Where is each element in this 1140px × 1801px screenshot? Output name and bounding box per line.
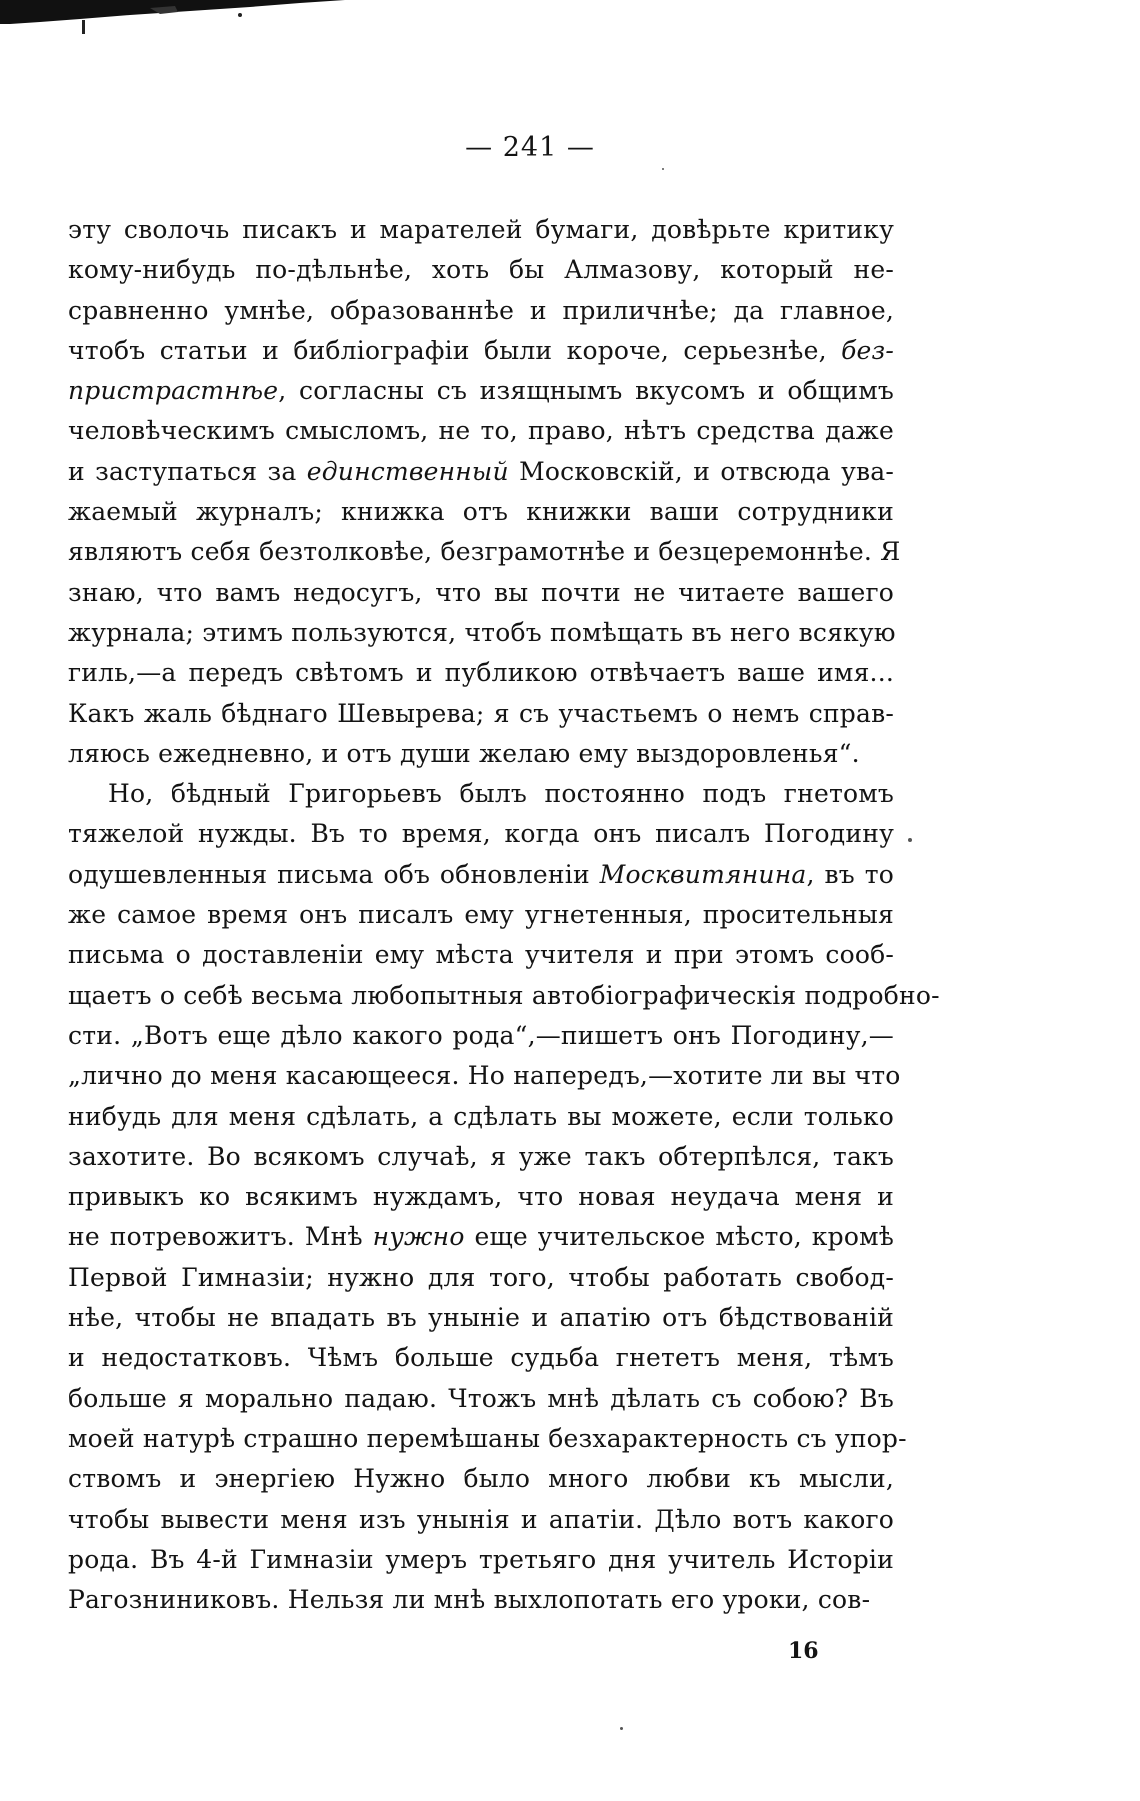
signature-mark: 16 bbox=[788, 1638, 819, 1664]
scan-speck bbox=[662, 168, 664, 170]
page-number: — 241 — bbox=[465, 132, 595, 163]
text-run: больше я морально падаю. Чтожъ мнѣ дѣлать съ собою? Въ bbox=[68, 1383, 894, 1413]
text-line bbox=[68, 573, 894, 613]
text-line bbox=[68, 895, 894, 935]
text-line bbox=[68, 1258, 894, 1298]
text-run: щаетъ о себѣ весьма любопытныя автобіографическія подробно- bbox=[68, 980, 940, 1010]
paragraph bbox=[68, 210, 901, 774]
text-line bbox=[68, 935, 894, 975]
text-line bbox=[68, 250, 894, 290]
text-run: жаемый журналъ; книжка отъ книжки ваши сотрудники bbox=[68, 497, 894, 527]
text-run: не потревожитъ. Мнѣ bbox=[68, 1222, 373, 1252]
text-line bbox=[68, 1540, 894, 1580]
text-run: эту сволочь писакъ и марателей бумаги, довѣрьте критику bbox=[68, 215, 894, 244]
text-run: , въ то bbox=[806, 859, 894, 889]
italic-text: нужно bbox=[372, 1222, 465, 1252]
text-run: привыкъ ко всякимъ нуждамъ, что новая неудача меня и bbox=[68, 1182, 894, 1212]
text-line bbox=[68, 411, 894, 451]
text-line bbox=[68, 1177, 894, 1217]
text-run: нибудь для меня сдѣлать, а сдѣлать вы можете, если только bbox=[68, 1101, 894, 1131]
italic-text: пристрастнѣе bbox=[68, 376, 279, 406]
text-line bbox=[68, 1580, 894, 1620]
text-run: одушевленныя письма объ обновленіи bbox=[68, 859, 600, 889]
text-line bbox=[68, 653, 894, 693]
text-line bbox=[68, 1419, 907, 1459]
text-run: чтобъ статьи и библіографіи были короче, серьезнѣе, bbox=[68, 335, 842, 365]
text-run: захотите. Во всякомъ случаѣ, я уже такъ обтерпѣлся, такъ bbox=[68, 1141, 894, 1171]
paragraph bbox=[68, 774, 940, 1620]
text-run: Какъ жаль бѣднаго Шевырева; я съ участьемъ о немъ справ- bbox=[68, 698, 894, 728]
text-line bbox=[68, 855, 894, 895]
text-run: Московскій, и отвсюда ува- bbox=[508, 456, 894, 486]
text-run: же самое время онъ писалъ ему угнетенныя, просительныя bbox=[68, 900, 894, 930]
text-run: кому-нибудь по-дѣльнѣе, хоть бы Алмазову, который не- bbox=[68, 255, 894, 285]
text-run: сти. „Вотъ еще дѣло какого рода“,—пишетъ онъ Погодину,— bbox=[68, 1020, 894, 1050]
text-line bbox=[68, 1500, 894, 1540]
text-line bbox=[68, 814, 894, 854]
text-line bbox=[68, 734, 894, 774]
text-run: знаю, что вамъ недосугъ, что вы почти не читаете вашего bbox=[68, 577, 894, 607]
text-line bbox=[68, 1338, 894, 1378]
text-run: ствомъ и энергіею Нужно было много любви къ мысли, bbox=[68, 1464, 894, 1494]
text-run: Первой Гимназіи; нужно для того, чтобы работать свобод- bbox=[68, 1262, 894, 1292]
text-run: тяжелой нужды. Въ то время, когда онъ писалъ Погодину bbox=[68, 819, 894, 849]
scan-edge-mark bbox=[0, 0, 345, 40]
text-line bbox=[68, 1459, 894, 1499]
text-line bbox=[68, 1137, 894, 1177]
text-run: рода. Въ 4-й Гимназіи умеръ третьяго дня учитель Исторіи bbox=[68, 1544, 894, 1574]
text-run: сравненно умнѣе, образованнѣе и приличнѣе; да главное, bbox=[68, 295, 894, 325]
italic-text: без- bbox=[841, 335, 894, 365]
text-line bbox=[68, 532, 901, 572]
text-run: письма о доставленіи ему мѣста учителя и при этомъ сооб- bbox=[68, 940, 894, 970]
text-run: ляюсь ежедневно, и отъ души желаю ему выздоровленья“. bbox=[68, 738, 860, 768]
text-run: Рагозниниковъ. Нельзя ли мнѣ выхлопотать его уроки, сов- bbox=[68, 1585, 871, 1615]
text-line bbox=[68, 1097, 894, 1137]
text-run: Но, бѣдный Григорьевъ былъ постоянно подъ гнетомъ bbox=[108, 779, 894, 809]
text-run: моей натурѣ страшно перемѣшаны безхарактерность съ упор- bbox=[68, 1423, 907, 1453]
text-line bbox=[68, 371, 894, 411]
text-line bbox=[68, 210, 894, 250]
italic-text: единственный bbox=[306, 456, 509, 486]
text-run: , согласны съ изящнымъ вкусомъ и общимъ bbox=[278, 376, 894, 406]
text-run: чтобы вывести меня изъ унынія и апатіи. Дѣло вотъ какого bbox=[68, 1504, 894, 1534]
text-line bbox=[68, 291, 894, 331]
text-line bbox=[68, 1379, 894, 1419]
text-run: являютъ себя безтолковѣе, безграмотнѣе и безцеремоннѣе. Я bbox=[68, 537, 901, 567]
text-line bbox=[68, 774, 894, 814]
text-line bbox=[68, 1056, 901, 1096]
body-text bbox=[68, 210, 940, 1620]
text-run: „лично до меня касающееся. Но напередъ,—хотите ли вы что bbox=[68, 1061, 901, 1091]
text-run: и заступаться за bbox=[68, 456, 307, 486]
text-line bbox=[68, 452, 894, 492]
text-line bbox=[68, 694, 894, 734]
text-run: нѣе, чтобы не впадать въ уныніе и апатію отъ бѣдствованій bbox=[68, 1303, 894, 1333]
text-run: журнала; этимъ пользуются, чтобъ помѣщать въ него всякую bbox=[68, 617, 896, 647]
text-run: еще учительское мѣсто, кромѣ bbox=[464, 1222, 894, 1252]
text-line bbox=[68, 613, 894, 653]
text-run: и недостатковъ. Чѣмъ больше судьба гнететъ меня, тѣмъ bbox=[68, 1343, 894, 1373]
text-run: гиль,—а передъ свѣтомъ и публикою отвѣчаетъ ваше имя... bbox=[68, 658, 894, 688]
text-run: человѣческимъ смысломъ, не то, право, нѣтъ средства даже bbox=[68, 416, 894, 446]
scan-speck bbox=[620, 1727, 623, 1730]
text-line bbox=[68, 331, 894, 371]
text-line bbox=[68, 1016, 894, 1056]
text-line bbox=[68, 1217, 894, 1257]
text-line bbox=[68, 1298, 894, 1338]
scan-speck bbox=[908, 838, 912, 842]
italic-text: Москвитянина bbox=[599, 859, 807, 889]
text-line bbox=[68, 976, 940, 1016]
text-line bbox=[68, 492, 894, 532]
